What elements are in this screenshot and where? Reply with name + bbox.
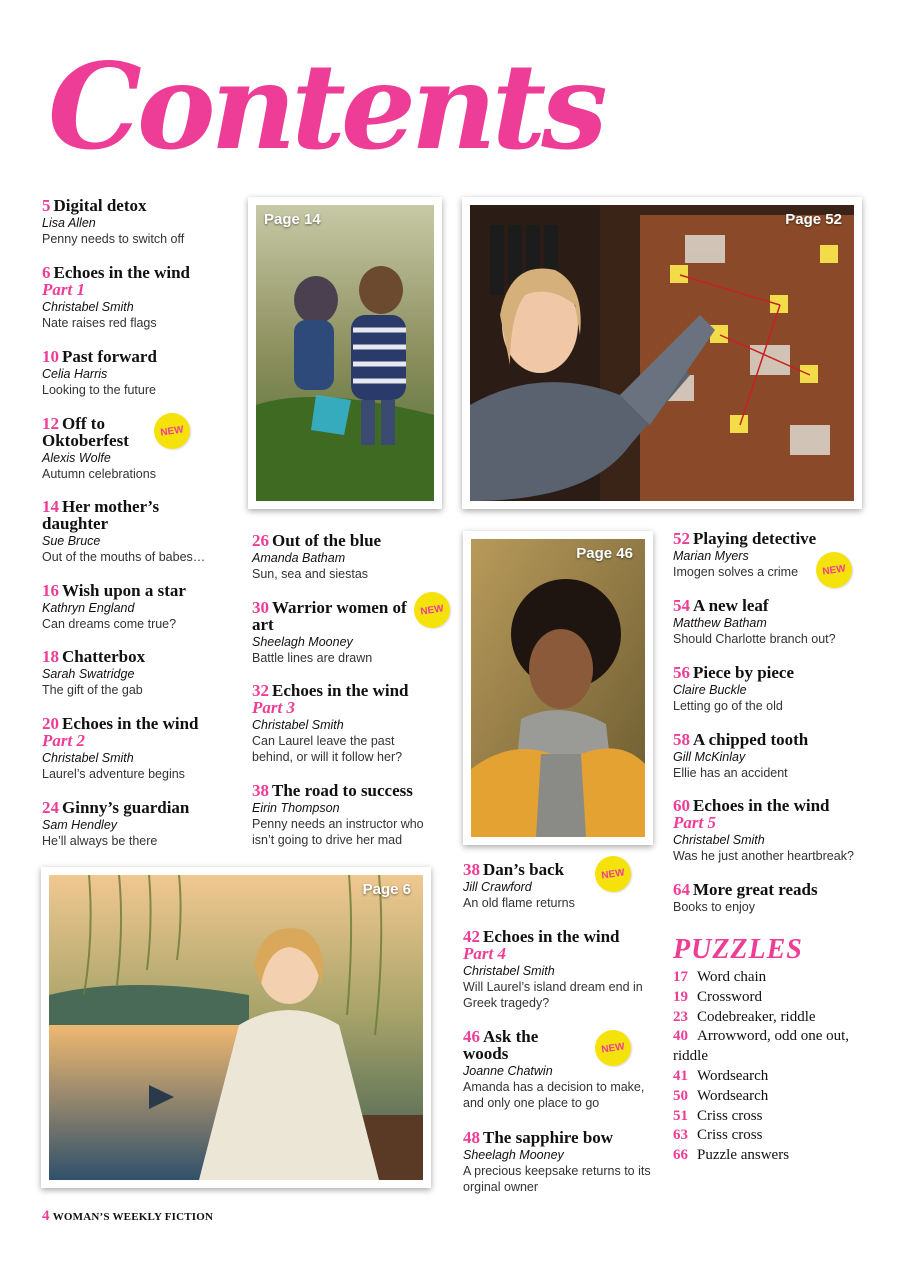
photo-page-label: Page 14 bbox=[264, 211, 321, 228]
story-title: Past forward bbox=[62, 347, 157, 366]
page-number: 48 bbox=[463, 1128, 480, 1147]
puzzle-item[interactable] bbox=[673, 1067, 873, 1087]
puzzle-label: Criss cross bbox=[697, 1107, 763, 1124]
puzzle-page-number: 17 bbox=[673, 969, 688, 985]
page-number: 60 bbox=[673, 796, 690, 815]
story-author: Marian Myers bbox=[673, 549, 749, 563]
story-description: Sun, sea and siestas bbox=[252, 567, 369, 581]
page-number: 30 bbox=[252, 598, 269, 617]
page-number: 6 bbox=[42, 263, 51, 282]
page-title: Contents bbox=[48, 37, 603, 176]
story-description: Battle lines are drawn bbox=[252, 651, 373, 665]
woman-by-lake-painting-image bbox=[49, 875, 423, 1180]
contents-entry[interactable] bbox=[673, 664, 883, 714]
new-badge: NEW bbox=[152, 411, 193, 452]
puzzle-page-number: 19 bbox=[673, 988, 688, 1005]
story-author: Amanda Batham bbox=[252, 551, 346, 565]
story-description: Imogen solves a crime bbox=[673, 565, 799, 579]
story-description: Amanda has a decision to make, and only one place to go bbox=[463, 1080, 645, 1110]
story-author: Sam Hendley bbox=[42, 818, 118, 832]
story-description: Autumn celebrations bbox=[42, 467, 156, 481]
page-number: 14 bbox=[42, 497, 59, 516]
puzzle-item[interactable] bbox=[673, 1027, 873, 1067]
page-number: 52 bbox=[673, 529, 690, 548]
story-description: The gift of the gab bbox=[42, 683, 143, 697]
story-description: Looking to the future bbox=[42, 383, 156, 397]
contents-entry[interactable] bbox=[252, 599, 417, 666]
page-number: 46 bbox=[463, 1027, 480, 1046]
story-title: The road to success bbox=[272, 781, 413, 800]
page-number: 20 bbox=[42, 714, 59, 733]
story-description: Should Charlotte branch out? bbox=[673, 632, 836, 646]
story-title: Wish upon a star bbox=[62, 581, 186, 600]
contents-entry[interactable] bbox=[463, 861, 673, 911]
story-title: Digital detox bbox=[53, 196, 147, 215]
page-number: 16 bbox=[42, 581, 59, 600]
puzzle-label: Wordsearch bbox=[697, 1087, 769, 1104]
story-description: Can Laurel leave the past behind, or will it follow her? bbox=[252, 734, 403, 764]
story-part: Part 2 bbox=[42, 731, 85, 750]
story-title: Echoes in the wind bbox=[693, 796, 830, 815]
puzzle-item[interactable] bbox=[673, 988, 873, 1008]
woman-detective-board-image bbox=[470, 205, 854, 501]
story-author: Christabel Smith bbox=[42, 751, 134, 765]
page-number: 38 bbox=[463, 860, 480, 879]
story-author: Christabel Smith bbox=[252, 718, 344, 732]
contents-entry[interactable] bbox=[42, 715, 252, 782]
puzzle-page-number: 63 bbox=[673, 1127, 688, 1144]
photo-page-label: Page 46 bbox=[576, 545, 633, 562]
magazine-name: WOMAN’S WEEKLY FICTION bbox=[52, 1211, 214, 1223]
puzzle-page-number: 40 bbox=[673, 1028, 688, 1045]
puzzle-item[interactable] bbox=[673, 1146, 873, 1166]
story-title: Off to Oktoberfest bbox=[42, 414, 129, 450]
puzzle-list bbox=[673, 968, 873, 1166]
page-number: 38 bbox=[252, 781, 269, 800]
page-number: 24 bbox=[42, 798, 59, 817]
story-description: An old flame returns bbox=[463, 896, 575, 910]
new-badge: NEW bbox=[593, 854, 634, 895]
story-author: Christabel Smith bbox=[673, 833, 765, 847]
page-number: 56 bbox=[673, 663, 690, 682]
story-title: Playing detective bbox=[693, 529, 817, 548]
story-author: Kathryn England bbox=[42, 601, 135, 615]
story-title: Out of the blue bbox=[272, 531, 382, 550]
story-author: Christabel Smith bbox=[42, 300, 134, 314]
new-badge: NEW bbox=[412, 590, 453, 631]
story-description: Laurel’s adventure begins bbox=[42, 767, 185, 781]
contents-entry[interactable] bbox=[42, 799, 252, 849]
contents-entry[interactable] bbox=[42, 264, 252, 331]
story-author: Joanne Chatwin bbox=[463, 1064, 553, 1078]
story-title: The sapphire bow bbox=[483, 1128, 614, 1147]
story-title: Chatterbox bbox=[62, 647, 146, 666]
story-author: Sarah Swatridge bbox=[42, 667, 135, 681]
contents-entry[interactable] bbox=[42, 497, 206, 565]
puzzle-page-number: 41 bbox=[673, 1067, 688, 1084]
story-title: Warrior women of art bbox=[252, 598, 407, 634]
puzzle-item[interactable] bbox=[673, 1087, 873, 1107]
contents-entry[interactable] bbox=[42, 414, 156, 482]
story-title: Her mother’s daughter bbox=[42, 497, 160, 533]
story-description: Books to enjoy bbox=[673, 900, 755, 914]
new-badge: NEW bbox=[593, 1028, 634, 1069]
story-title: Echoes in the wind bbox=[483, 927, 620, 946]
puzzle-label: Wordsearch bbox=[697, 1067, 769, 1084]
story-title: More great reads bbox=[693, 880, 818, 899]
story-part: Part 5 bbox=[673, 813, 716, 832]
photo-page-46[interactable] bbox=[463, 531, 653, 845]
puzzle-label: Criss cross bbox=[697, 1127, 763, 1144]
story-title: A new leaf bbox=[693, 596, 769, 615]
contents-entry[interactable] bbox=[42, 348, 252, 398]
story-title: Ask the woods bbox=[463, 1027, 539, 1063]
puzzle-label: Puzzle answers bbox=[697, 1147, 790, 1164]
puzzle-page-number: 51 bbox=[673, 1107, 688, 1124]
contents-entry[interactable] bbox=[673, 597, 883, 647]
contents-entry[interactable] bbox=[463, 928, 673, 1011]
story-author: Eirin Thompson bbox=[252, 801, 340, 815]
story-author: Christabel Smith bbox=[463, 964, 555, 978]
contents-entry[interactable] bbox=[252, 532, 462, 582]
page-number: 26 bbox=[252, 531, 269, 550]
photo-page-6[interactable] bbox=[41, 867, 431, 1188]
contents-entry[interactable] bbox=[463, 1129, 673, 1195]
story-title: Dan’s back bbox=[483, 860, 565, 879]
photo-page-52[interactable] bbox=[462, 197, 862, 509]
woman-in-scarf-image bbox=[471, 539, 645, 837]
story-title: A chipped tooth bbox=[693, 730, 809, 749]
story-author: Sheelagh Mooney bbox=[252, 635, 353, 649]
story-description: Can dreams come true? bbox=[42, 617, 177, 631]
page-number: 58 bbox=[673, 730, 690, 749]
story-author: Gill McKinlay bbox=[673, 750, 746, 764]
contents-entry[interactable] bbox=[673, 731, 883, 781]
story-title: Piece by piece bbox=[693, 663, 795, 682]
contents-entry[interactable] bbox=[252, 682, 462, 765]
story-title: Echoes in the wind bbox=[53, 263, 190, 282]
story-description: Penny needs to switch off bbox=[42, 232, 185, 246]
story-author: Alexis Wolfe bbox=[42, 451, 111, 465]
puzzle-page-number: 50 bbox=[673, 1087, 688, 1104]
puzzle-item[interactable] bbox=[673, 1008, 873, 1028]
story-description: Letting go of the old bbox=[673, 699, 783, 713]
story-part: Part 1 bbox=[42, 280, 85, 299]
puzzle-item[interactable] bbox=[673, 1126, 873, 1146]
puzzle-item[interactable] bbox=[673, 968, 873, 988]
page-number: 42 bbox=[463, 927, 480, 946]
story-title: Echoes in the wind bbox=[272, 681, 409, 700]
puzzle-label: Codebreaker, riddle bbox=[697, 1008, 816, 1025]
puzzle-label: Arrowword, odd one out, riddle bbox=[673, 1028, 850, 1065]
contents-entry[interactable] bbox=[252, 782, 462, 848]
contents-entry[interactable] bbox=[673, 797, 883, 864]
children-fishing-image bbox=[256, 205, 434, 501]
story-author: Jill Crawford bbox=[463, 880, 532, 894]
story-description: Will Laurel’s island dream end in Greek tragedy? bbox=[463, 980, 643, 1010]
puzzle-label: Crossword bbox=[697, 988, 763, 1005]
story-author: Celia Harris bbox=[42, 367, 108, 381]
story-description: Penny needs an instructor who isn’t going to drive her mad bbox=[252, 817, 424, 847]
footer-page-number: 4 bbox=[42, 1208, 50, 1224]
page-number: 32 bbox=[252, 681, 269, 700]
photo-page-label: Page 52 bbox=[785, 211, 842, 228]
story-description: He’ll always be there bbox=[42, 834, 158, 848]
puzzle-label: Word chain bbox=[697, 969, 767, 985]
story-description: Ellie has an accident bbox=[673, 766, 788, 780]
story-author: Claire Buckle bbox=[673, 683, 747, 697]
puzzle-page-number: 66 bbox=[673, 1147, 688, 1164]
contents-entry[interactable] bbox=[42, 648, 252, 698]
story-description: Out of the mouths of babes… bbox=[42, 550, 206, 564]
story-description: Nate raises red flags bbox=[42, 316, 157, 330]
story-author: Sheelagh Mooney bbox=[463, 1148, 564, 1162]
story-author: Matthew Batham bbox=[673, 616, 767, 630]
puzzle-item[interactable] bbox=[673, 1107, 873, 1127]
story-description: Was he just another heartbreak? bbox=[673, 849, 854, 863]
page-footer bbox=[42, 1208, 213, 1225]
story-part: Part 3 bbox=[252, 698, 295, 717]
story-author: Sue Bruce bbox=[42, 534, 101, 548]
page-number: 10 bbox=[42, 347, 59, 366]
story-description: A precious keepsake returns to its orginal owner bbox=[463, 1164, 651, 1194]
page-number: 12 bbox=[42, 414, 59, 433]
contents-entry[interactable] bbox=[42, 197, 252, 247]
puzzles-heading: PUZZLES bbox=[673, 934, 803, 965]
page-number: 64 bbox=[673, 880, 690, 899]
contents-entry[interactable] bbox=[673, 881, 883, 915]
page-number: 18 bbox=[42, 647, 59, 666]
page-number: 5 bbox=[42, 196, 51, 215]
new-badge: NEW bbox=[814, 550, 855, 591]
story-title: Ginny’s guardian bbox=[62, 798, 190, 817]
page-number: 54 bbox=[673, 596, 690, 615]
story-part: Part 4 bbox=[463, 944, 506, 963]
photo-page-label: Page 6 bbox=[362, 881, 411, 898]
story-author: Lisa Allen bbox=[42, 216, 96, 230]
contents-entry[interactable] bbox=[42, 582, 252, 632]
puzzle-page-number: 23 bbox=[673, 1008, 688, 1025]
story-title: Echoes in the wind bbox=[62, 714, 199, 733]
photo-page-14[interactable] bbox=[248, 197, 442, 509]
